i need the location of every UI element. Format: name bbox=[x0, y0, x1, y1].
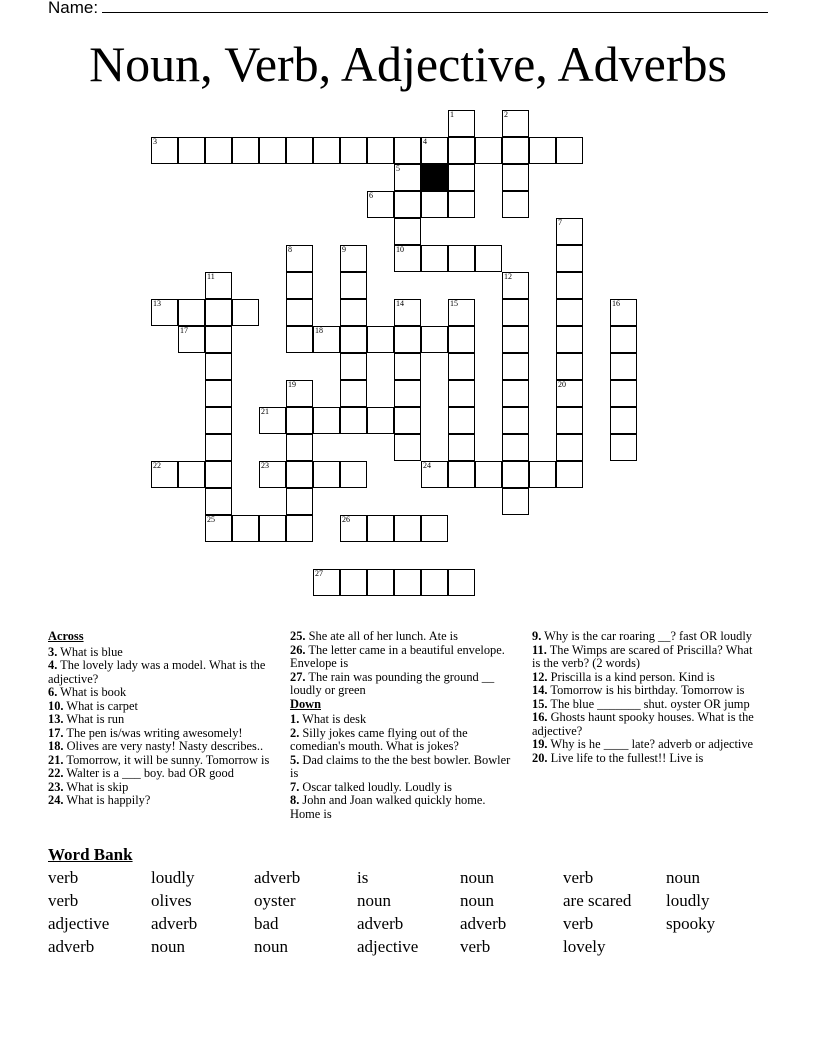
grid-cell[interactable] bbox=[394, 164, 421, 191]
grid-cell[interactable] bbox=[394, 245, 421, 272]
grid-cell[interactable] bbox=[448, 299, 475, 326]
clues-section-header: Down bbox=[290, 696, 321, 711]
grid-cell[interactable] bbox=[259, 515, 286, 542]
clue-text: Olives are very nasty! Nasty describes.. bbox=[66, 739, 264, 753]
clue-text: The Wimps are scared of Priscilla? What is the verb? (2 words) bbox=[532, 642, 753, 670]
grid-cell[interactable] bbox=[178, 299, 205, 326]
grid-cell[interactable] bbox=[367, 137, 394, 164]
clue-item bbox=[48, 727, 274, 741]
grid-cell[interactable] bbox=[394, 299, 421, 326]
grid-cell[interactable] bbox=[205, 299, 232, 326]
grid-cell[interactable] bbox=[529, 461, 556, 488]
clue-number-label: 23. bbox=[48, 779, 64, 794]
clue-number-label: 2. bbox=[290, 725, 300, 740]
grid-cell[interactable] bbox=[259, 407, 286, 434]
grid-cell[interactable] bbox=[394, 434, 421, 461]
clue-item bbox=[290, 713, 516, 727]
grid-cell[interactable] bbox=[448, 461, 475, 488]
clue-number-label: 8. bbox=[290, 793, 300, 807]
clue-number: 6 bbox=[369, 191, 373, 200]
grid-cell[interactable] bbox=[205, 407, 232, 434]
word-bank-word: noun bbox=[460, 868, 494, 887]
grid-cell[interactable] bbox=[259, 461, 286, 488]
word-bank-word: adverb bbox=[151, 914, 198, 933]
clue-item bbox=[48, 781, 274, 795]
clue-number: 21 bbox=[261, 407, 269, 416]
clue-number-label: 16. bbox=[532, 710, 548, 724]
grid-cell[interactable] bbox=[394, 569, 421, 596]
grid-cell[interactable] bbox=[151, 299, 178, 326]
name-label: Name: bbox=[48, 0, 99, 17]
clue-number: 27 bbox=[315, 569, 323, 578]
clue-text: Why is he ____ late? adverb or adjective bbox=[550, 737, 754, 751]
clue-number-label: 7. bbox=[290, 779, 300, 794]
grid-cell[interactable] bbox=[232, 137, 259, 164]
grid-cell[interactable] bbox=[340, 407, 367, 434]
grid-cell[interactable] bbox=[556, 380, 583, 407]
clue-item bbox=[48, 754, 274, 768]
clue-text: What is happily? bbox=[66, 793, 151, 807]
page-title: Noun, Verb, Adjective, Adverbs bbox=[89, 36, 727, 92]
clue-number: 19 bbox=[288, 380, 296, 389]
grid-cell[interactable] bbox=[286, 407, 313, 434]
clue-text: Tomorrow is his birthday. Tomorrow is bbox=[550, 683, 745, 697]
grid-cell[interactable] bbox=[286, 299, 313, 326]
word-bank-word: adverb bbox=[460, 914, 507, 933]
clue-number: 3 bbox=[153, 137, 157, 146]
clue-number: 2 bbox=[504, 110, 508, 119]
clue-number-label: 20. bbox=[532, 750, 548, 765]
grid-cell[interactable] bbox=[610, 353, 637, 380]
word-bank-word: olives bbox=[151, 891, 192, 910]
clue-item bbox=[48, 740, 274, 754]
clue-number: 10 bbox=[396, 245, 404, 254]
clue-number-label: 18. bbox=[48, 739, 64, 753]
word-bank-word: loudly bbox=[151, 868, 195, 887]
clue-item bbox=[48, 713, 274, 727]
clue-number: 24 bbox=[423, 461, 431, 470]
grid-cell[interactable] bbox=[178, 461, 205, 488]
grid-cell[interactable] bbox=[232, 515, 259, 542]
clue-text: The pen is/was writing awesomely! bbox=[66, 725, 243, 740]
clue-text: Walter is a ___ boy. bad OR good bbox=[66, 766, 234, 780]
clue-text: The blue _______ shut. oyster OR jump bbox=[550, 696, 750, 711]
clue-number-label: 10. bbox=[48, 698, 64, 713]
grid-cell[interactable] bbox=[286, 461, 313, 488]
clue-item bbox=[48, 700, 274, 714]
grid-cell[interactable] bbox=[556, 326, 583, 353]
grid-cell[interactable] bbox=[448, 353, 475, 380]
grid-cell[interactable] bbox=[556, 353, 583, 380]
grid-cell[interactable] bbox=[313, 326, 340, 353]
grid-cell[interactable] bbox=[340, 353, 367, 380]
grid-cell[interactable] bbox=[448, 434, 475, 461]
clue-text: Ghosts haunt spooky houses. What is the adjective? bbox=[532, 710, 754, 738]
clue-item bbox=[48, 659, 274, 686]
grid-cell[interactable] bbox=[502, 164, 529, 191]
grid-cell[interactable] bbox=[205, 461, 232, 488]
clue-number: 22 bbox=[153, 461, 161, 470]
grid-cell[interactable] bbox=[502, 272, 529, 299]
grid-cell[interactable] bbox=[394, 326, 421, 353]
clue-number-label: 17. bbox=[48, 725, 64, 740]
clue-number-label: 26. bbox=[290, 642, 306, 657]
grid-cell[interactable] bbox=[610, 380, 637, 407]
word-bank-word: verb bbox=[48, 891, 79, 910]
clue-number: 16 bbox=[612, 299, 620, 308]
clue-number: 18 bbox=[315, 326, 323, 335]
clue-number-label: 22. bbox=[48, 766, 64, 780]
clue-item bbox=[48, 646, 274, 660]
grid-cell[interactable] bbox=[394, 218, 421, 245]
grid-cell[interactable] bbox=[367, 515, 394, 542]
clue-number-label: 5. bbox=[290, 752, 300, 767]
clue-text: What is skip bbox=[66, 779, 129, 794]
grid-cell[interactable] bbox=[205, 326, 232, 353]
grid-cell[interactable] bbox=[502, 380, 529, 407]
clue-number-label: 6. bbox=[48, 685, 58, 699]
clue-number-label: 12. bbox=[532, 669, 548, 684]
word-bank-word: loudly bbox=[666, 891, 710, 910]
grid-cell[interactable] bbox=[556, 299, 583, 326]
grid-cell[interactable] bbox=[367, 569, 394, 596]
grid-cell[interactable] bbox=[448, 326, 475, 353]
grid-cell[interactable] bbox=[421, 191, 448, 218]
grid-cell[interactable] bbox=[340, 461, 367, 488]
grid-cell[interactable] bbox=[313, 407, 340, 434]
clue-number: 23 bbox=[261, 461, 269, 470]
clue-number-label: 11. bbox=[532, 642, 547, 657]
grid-cell[interactable] bbox=[205, 380, 232, 407]
grid-cell[interactable] bbox=[556, 137, 583, 164]
grid-cell[interactable] bbox=[313, 461, 340, 488]
grid-cell[interactable] bbox=[394, 353, 421, 380]
grid-cell[interactable] bbox=[421, 326, 448, 353]
grid-cell[interactable] bbox=[394, 191, 421, 218]
grid-cell[interactable] bbox=[259, 137, 286, 164]
clue-text: John and Joan walked quickly home. Home is bbox=[290, 793, 486, 821]
grid-cell[interactable] bbox=[529, 137, 556, 164]
clue-text: Live life to the fullest!! Live is bbox=[550, 750, 704, 765]
clue-item bbox=[290, 727, 516, 754]
grid-cell[interactable] bbox=[286, 245, 313, 272]
clue-text: What is blue bbox=[60, 644, 123, 659]
clue-number-label: 1. bbox=[290, 712, 300, 726]
grid-cell[interactable] bbox=[610, 434, 637, 461]
word-bank-word: verb bbox=[48, 868, 79, 887]
grid-cell[interactable] bbox=[556, 272, 583, 299]
clues-column-3 bbox=[532, 630, 758, 765]
grid-cell[interactable] bbox=[340, 515, 367, 542]
grid-cell[interactable] bbox=[610, 407, 637, 434]
clue-number-label: 15. bbox=[532, 696, 548, 711]
word-bank-word: adjective bbox=[48, 914, 110, 933]
grid-cell[interactable] bbox=[448, 407, 475, 434]
grid-cell[interactable] bbox=[421, 515, 448, 542]
clue-item bbox=[48, 794, 274, 808]
grid-cell[interactable] bbox=[340, 245, 367, 272]
grid-cell[interactable] bbox=[502, 434, 529, 461]
clue-item bbox=[532, 684, 758, 698]
grid-cell[interactable] bbox=[367, 326, 394, 353]
clue-number-label: 25. bbox=[290, 629, 306, 643]
grid-cell[interactable] bbox=[286, 380, 313, 407]
clue-item bbox=[290, 671, 516, 698]
grid-cell[interactable] bbox=[502, 299, 529, 326]
clue-text: Priscilla is a kind person. Kind is bbox=[550, 669, 715, 684]
grid-cell[interactable] bbox=[340, 569, 367, 596]
grid-cell[interactable] bbox=[232, 299, 259, 326]
word-bank-word: oyster bbox=[254, 891, 296, 910]
clue-number: 7 bbox=[558, 218, 562, 227]
word-bank-word: is bbox=[357, 868, 369, 887]
grid-cell[interactable] bbox=[205, 137, 232, 164]
grid-cell[interactable] bbox=[340, 137, 367, 164]
word-bank-word: noun bbox=[254, 937, 288, 956]
grid-cell[interactable] bbox=[502, 191, 529, 218]
clue-item bbox=[290, 630, 516, 644]
grid-cell[interactable] bbox=[394, 380, 421, 407]
grid-cell[interactable] bbox=[151, 461, 178, 488]
clue-number-label: 13. bbox=[48, 712, 64, 726]
grid-cell[interactable] bbox=[178, 326, 205, 353]
grid-cell[interactable] bbox=[286, 272, 313, 299]
clue-item bbox=[532, 698, 758, 712]
word-bank-word: adverb bbox=[254, 868, 301, 887]
clue-item bbox=[532, 671, 758, 685]
grid-cell[interactable] bbox=[448, 191, 475, 218]
word-bank-word: adverb bbox=[357, 914, 404, 933]
clue-item bbox=[532, 644, 758, 671]
clue-number: 9 bbox=[342, 245, 346, 254]
grid-cell[interactable] bbox=[394, 137, 421, 164]
grid-cell[interactable] bbox=[502, 353, 529, 380]
grid-cell[interactable] bbox=[502, 407, 529, 434]
grid-cell[interactable] bbox=[556, 245, 583, 272]
grid-cell[interactable] bbox=[340, 272, 367, 299]
grid-cell[interactable] bbox=[286, 515, 313, 542]
grid-cell[interactable] bbox=[205, 515, 232, 542]
grid-cell[interactable] bbox=[205, 434, 232, 461]
word-bank-title: Word Bank bbox=[48, 845, 133, 864]
grid-cell[interactable] bbox=[475, 461, 502, 488]
clue-item bbox=[290, 644, 516, 671]
grid-cell[interactable] bbox=[556, 407, 583, 434]
word-bank-word: noun bbox=[460, 891, 494, 910]
word-bank-word: verb bbox=[563, 868, 594, 887]
clue-text: What is carpet bbox=[66, 698, 138, 713]
grid-cell[interactable] bbox=[286, 326, 313, 353]
clue-number: 5 bbox=[396, 164, 400, 173]
clues-section-header: Across bbox=[48, 629, 84, 643]
clue-number: 11 bbox=[207, 272, 215, 281]
grid-cell[interactable] bbox=[610, 326, 637, 353]
grid-cell[interactable] bbox=[448, 110, 475, 137]
grid-cell[interactable] bbox=[502, 326, 529, 353]
clue-number: 13 bbox=[153, 299, 161, 308]
clue-number: 8 bbox=[288, 245, 292, 254]
grid-cell[interactable] bbox=[178, 137, 205, 164]
grid-cell[interactable] bbox=[475, 137, 502, 164]
clue-number: 1 bbox=[450, 110, 454, 119]
clue-item bbox=[532, 738, 758, 752]
clue-number: 25 bbox=[207, 515, 215, 524]
grid-cell[interactable] bbox=[340, 380, 367, 407]
grid-cell[interactable] bbox=[421, 245, 448, 272]
grid-cell[interactable] bbox=[367, 191, 394, 218]
grid-cell[interactable] bbox=[394, 515, 421, 542]
clue-number-label: 19. bbox=[532, 737, 548, 751]
grid-cell[interactable] bbox=[313, 137, 340, 164]
grid-cell[interactable] bbox=[286, 137, 313, 164]
clue-number: 20 bbox=[558, 380, 566, 389]
grid-cell[interactable] bbox=[556, 461, 583, 488]
clue-number-label: 14. bbox=[532, 683, 548, 697]
clue-text: Silly jokes came flying out of the comedian's mouth. What is jokes? bbox=[290, 725, 468, 753]
word-bank-word: verb bbox=[563, 914, 594, 933]
clue-text: Tomorrow, it will be sunny. Tomorrow is bbox=[66, 752, 270, 767]
word-bank-word: noun bbox=[666, 868, 700, 887]
clue-text: What is book bbox=[60, 685, 127, 699]
clue-text: What is desk bbox=[302, 712, 367, 726]
clue-item bbox=[48, 767, 274, 781]
clue-number-label: 21. bbox=[48, 752, 64, 767]
clue-item bbox=[290, 794, 516, 821]
word-bank-word: verb bbox=[460, 937, 491, 956]
grid-cell[interactable] bbox=[421, 461, 448, 488]
grid-cell[interactable] bbox=[556, 434, 583, 461]
clue-number: 26 bbox=[342, 515, 350, 524]
word-bank-word: noun bbox=[357, 891, 391, 910]
grid-cell[interactable] bbox=[475, 245, 502, 272]
clue-text: Why is the car roaring __? fast OR loudly bbox=[544, 629, 753, 643]
grid-cell[interactable] bbox=[313, 569, 340, 596]
clue-number: 14 bbox=[396, 299, 404, 308]
clue-number: 17 bbox=[180, 326, 188, 335]
word-bank-word: adverb bbox=[48, 937, 95, 956]
word-bank-word: bad bbox=[254, 914, 279, 933]
grid-cell[interactable] bbox=[502, 461, 529, 488]
grid-cell[interactable] bbox=[448, 245, 475, 272]
clue-number-label: 27. bbox=[290, 669, 306, 684]
clue-number-label: 3. bbox=[48, 644, 58, 659]
grid-cell[interactable] bbox=[448, 569, 475, 596]
word-bank-word: lovely bbox=[563, 937, 606, 956]
clue-text: The lovely lady was a model. What is the adjective? bbox=[48, 658, 266, 686]
grid-cell[interactable] bbox=[151, 137, 178, 164]
grid-cell[interactable] bbox=[421, 137, 448, 164]
clues-column-1 bbox=[48, 630, 274, 808]
grid-cell[interactable] bbox=[448, 164, 475, 191]
grid-cell[interactable] bbox=[205, 353, 232, 380]
clue-number-label: 24. bbox=[48, 793, 64, 807]
clues-column-2 bbox=[290, 630, 516, 821]
clue-number-label: 9. bbox=[532, 629, 542, 643]
clue-text: The rain was pounding the ground __ loudly or green bbox=[290, 669, 495, 697]
grid-cell[interactable] bbox=[448, 137, 475, 164]
clue-number: 4 bbox=[423, 137, 427, 146]
clue-item bbox=[532, 752, 758, 766]
clue-text: What is run bbox=[66, 712, 125, 726]
grid-cell[interactable] bbox=[502, 110, 529, 137]
clue-item bbox=[48, 686, 274, 700]
grid-cell[interactable] bbox=[340, 326, 367, 353]
word-bank-word: adjective bbox=[357, 937, 419, 956]
clue-text: Dad claims to the the best bowler. Bowler is bbox=[290, 752, 511, 780]
grid-cell[interactable] bbox=[421, 569, 448, 596]
grid-cell[interactable] bbox=[610, 299, 637, 326]
clue-item bbox=[290, 754, 516, 781]
clue-number-label: 4. bbox=[48, 658, 58, 672]
grid-cell[interactable] bbox=[502, 488, 529, 515]
grid-cell[interactable] bbox=[205, 272, 232, 299]
grid-cell[interactable] bbox=[340, 299, 367, 326]
clue-item bbox=[532, 630, 758, 644]
grid-cell[interactable] bbox=[556, 218, 583, 245]
word-bank-word: are scared bbox=[563, 891, 632, 910]
clue-number: 15 bbox=[450, 299, 458, 308]
grid-cell[interactable] bbox=[205, 488, 232, 515]
word-bank-word: noun bbox=[151, 937, 185, 956]
black-cell bbox=[421, 164, 448, 191]
grid-cell[interactable] bbox=[448, 380, 475, 407]
clue-number: 12 bbox=[504, 272, 512, 281]
clue-item bbox=[532, 711, 758, 738]
word-bank-word: spooky bbox=[666, 914, 716, 933]
grid-cell[interactable] bbox=[367, 407, 394, 434]
grid-cell[interactable] bbox=[286, 488, 313, 515]
grid-cell[interactable] bbox=[394, 407, 421, 434]
clue-text: Oscar talked loudly. Loudly is bbox=[302, 779, 452, 794]
grid-cell[interactable] bbox=[286, 434, 313, 461]
clue-item bbox=[290, 781, 516, 795]
grid-cell[interactable] bbox=[502, 137, 529, 164]
clue-text: She ate all of her lunch. Ate is bbox=[308, 629, 458, 643]
clue-text: The letter came in a beautiful envelope. Envelope is bbox=[290, 642, 505, 670]
